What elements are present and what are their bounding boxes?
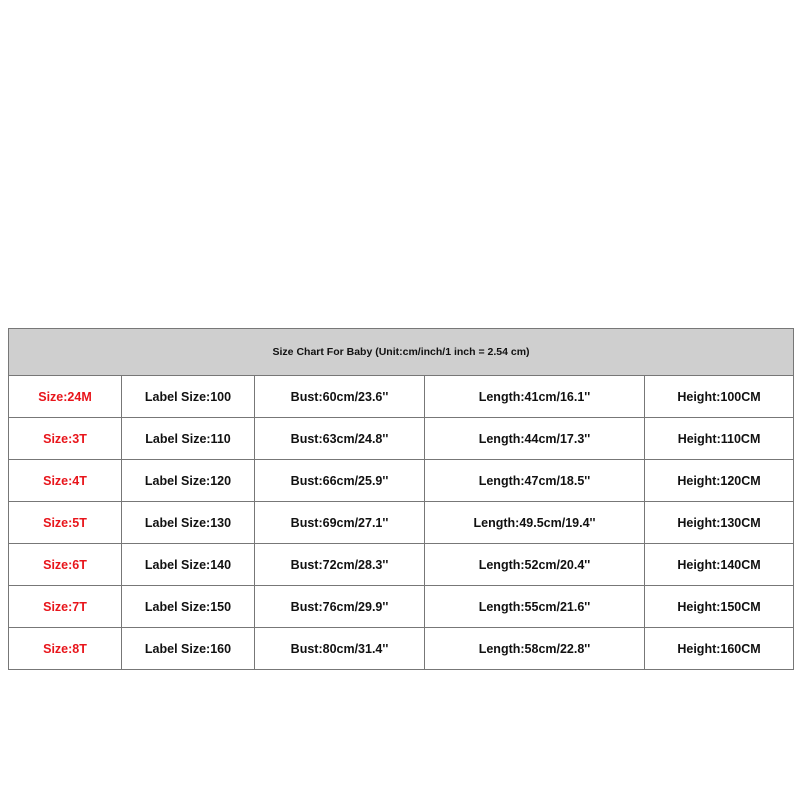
- table-row: [9, 544, 794, 586]
- bust-cell: Bust:80cm/31.4'': [255, 628, 425, 670]
- label-size-cell: Label Size:120: [122, 460, 255, 502]
- size-cell: Size:8T: [9, 628, 122, 670]
- height-cell: Height:110CM: [645, 418, 794, 460]
- label-size-cell: Label Size:130: [122, 502, 255, 544]
- label-size-cell: Label Size:110: [122, 418, 255, 460]
- size-chart-table: [8, 328, 794, 670]
- height-cell: Height:130CM: [645, 502, 794, 544]
- length-cell: Length:41cm/16.1'': [425, 376, 645, 418]
- label-size-cell: Label Size:100: [122, 376, 255, 418]
- label-size-cell: Label Size:160: [122, 628, 255, 670]
- table-row: [9, 502, 794, 544]
- table-row: [9, 586, 794, 628]
- bust-cell: Bust:72cm/28.3'': [255, 544, 425, 586]
- bust-cell: Bust:66cm/25.9'': [255, 460, 425, 502]
- length-cell: Length:47cm/18.5'': [425, 460, 645, 502]
- size-cell: Size:24M: [9, 376, 122, 418]
- length-cell: Length:55cm/21.6'': [425, 586, 645, 628]
- height-cell: Height:140CM: [645, 544, 794, 586]
- size-cell: Size:6T: [9, 544, 122, 586]
- table-row: [9, 376, 794, 418]
- size-cell: Size:4T: [9, 460, 122, 502]
- size-chart-title-row: [9, 329, 794, 376]
- length-cell: Length:52cm/20.4'': [425, 544, 645, 586]
- size-cell: Size:3T: [9, 418, 122, 460]
- height-cell: Height:100CM: [645, 376, 794, 418]
- bust-cell: Bust:69cm/27.1'': [255, 502, 425, 544]
- bust-cell: Bust:63cm/24.8'': [255, 418, 425, 460]
- height-cell: Height:150CM: [645, 586, 794, 628]
- size-chart-title: Size Chart For Baby (Unit:cm/inch/1 inch = 2.54 cm): [9, 329, 794, 376]
- bust-cell: Bust:76cm/29.9'': [255, 586, 425, 628]
- height-cell: Height:160CM: [645, 628, 794, 670]
- size-chart-body: [9, 329, 794, 670]
- bust-cell: Bust:60cm/23.6'': [255, 376, 425, 418]
- table-row: [9, 460, 794, 502]
- size-cell: Size:7T: [9, 586, 122, 628]
- label-size-cell: Label Size:150: [122, 586, 255, 628]
- length-cell: Length:49.5cm/19.4'': [425, 502, 645, 544]
- table-row: [9, 628, 794, 670]
- label-size-cell: Label Size:140: [122, 544, 255, 586]
- length-cell: Length:44cm/17.3'': [425, 418, 645, 460]
- length-cell: Length:58cm/22.8'': [425, 628, 645, 670]
- size-cell: Size:5T: [9, 502, 122, 544]
- table-row: [9, 418, 794, 460]
- height-cell: Height:120CM: [645, 460, 794, 502]
